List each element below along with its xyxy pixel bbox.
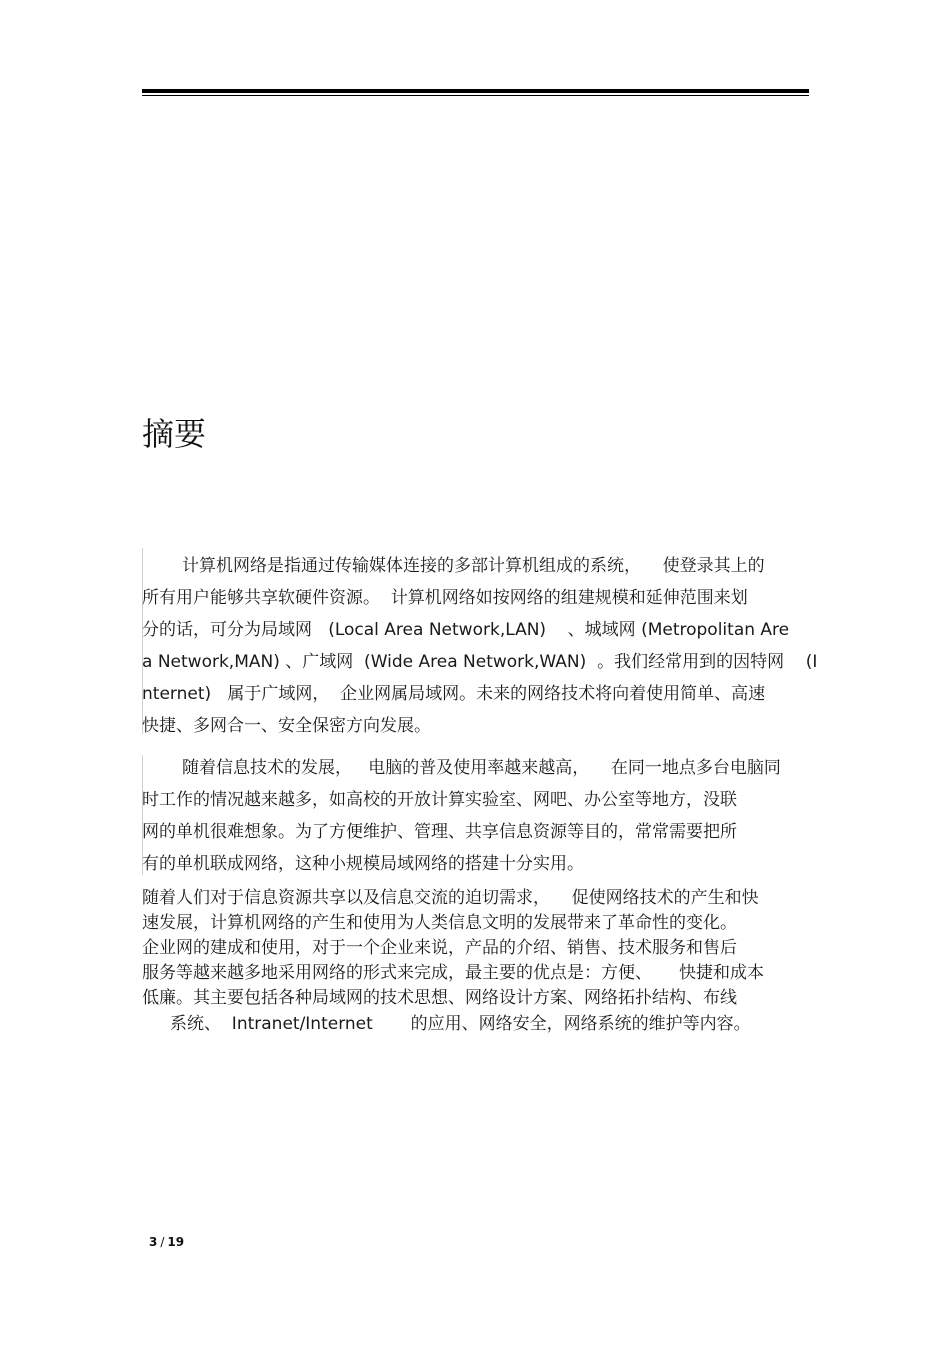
paragraph-3-line: 随着人们对于信息资源共享以及信息交流的迫切需求， 促使网络技术的产生和快 [142, 888, 759, 908]
page-number [149, 1235, 184, 1249]
paragraph-2-line: 随着信息技术的发展， 电脑的普及使用率越来越高， 在同一地点多台电脑同 [182, 758, 781, 778]
paragraph-1-line: nternet) 属于广域网， 企业网属局域网。未来的网络技术将向着使用简单、高速 [142, 684, 766, 704]
paragraph-1-line: 分的话，可分为局域网 (Local Area Network,LAN) 、城域网 (Metropolitan Are [142, 620, 790, 640]
paragraph-1-line: 所有用户能够共享软硬件资源。 计算机网络如按网络的组建规模和延伸范围来划 [142, 588, 748, 608]
paragraph-1-line: 快捷、多网合一、安全保密方向发展。 [142, 716, 431, 736]
page-number-separator: / [160, 1235, 165, 1249]
paragraph-3-line: 服务等越来越多地采用网络的形式来完成，最主要的优点是：方便、 快捷和成本 [142, 963, 765, 983]
page-number-current: 3 [149, 1235, 158, 1249]
page-number-total: 19 [167, 1235, 185, 1249]
paragraph-3-line: 系统、 Intranet/Internet 的应用、网络安全，网络系统的维护等内容。 [170, 1014, 751, 1034]
paragraph-2-line: 网的单机很难想象。为了方便维护、管理、共享信息资源等目的，常常需要把所 [142, 822, 737, 842]
paragraph-3-line: 速发展，计算机网络的产生和使用为人类信息文明的发展带来了革命性的变化。 [142, 913, 737, 933]
paragraph-2-line: 时工作的情况越来越多，如高校的开放计算实验室、网吧、办公室等地方，没联 [142, 790, 737, 810]
header-rule-thin [142, 95, 809, 96]
paragraph-1-line: 计算机网络是指通过传输媒体连接的多部计算机组成的系统， 使登录其上的 [182, 556, 765, 576]
header-rule-thick [142, 89, 809, 93]
paragraph-1-margin-bar [142, 548, 143, 734]
paragraph-3-line: 低廉。其主要包括各种局域网的技术思想、网络设计方案、网络拓扑结构、布线 [142, 988, 737, 1008]
paragraph-1-line: a Network,MAN) 、广域网 (Wide Area Network,WAN) 。我们经常用到的因特网 (I [142, 652, 818, 672]
paragraph-3-line: 企业网的建成和使用，对于一个企业来说，产品的介绍、销售、技术服务和售后 [142, 938, 737, 958]
paragraph-2-line: 有的单机联成网络，这种小规模局域网络的搭建十分实用。 [142, 854, 584, 874]
section-heading: 摘要 [142, 415, 207, 453]
